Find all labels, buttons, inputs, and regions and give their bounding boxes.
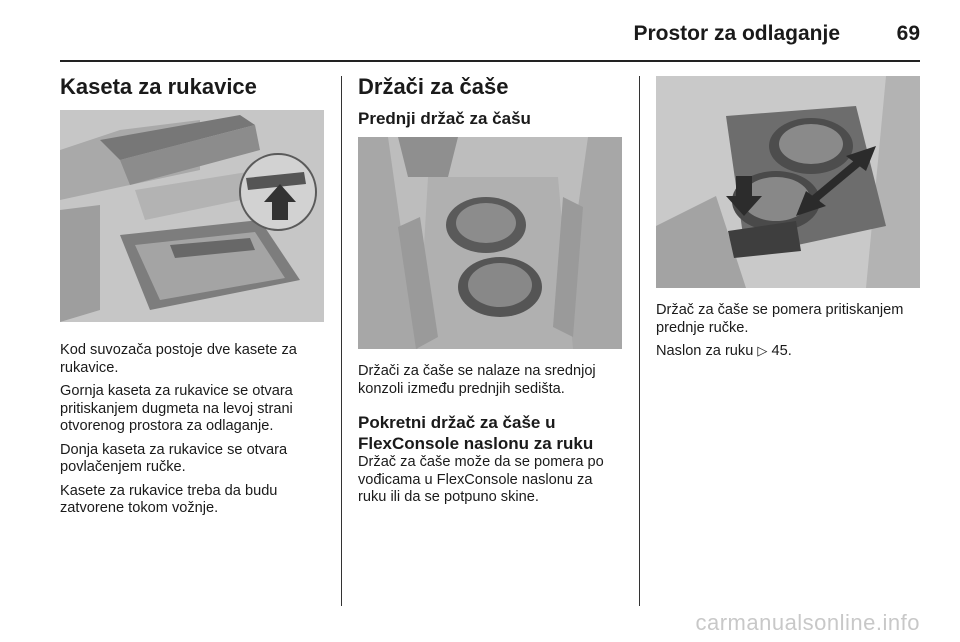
glovebox-paragraph-3: Donja kaseta za rukavice se otvara povlačenjem ručke. (60, 441, 288, 475)
glovebox-illustration (60, 110, 324, 322)
page-reference-arrow-icon: ▷ (757, 344, 768, 359)
running-title: Prostor za odlaganje (633, 22, 840, 45)
header-divider (60, 60, 920, 62)
glovebox-paragraph-2: Gornja kaseta za rukavice se otvara pritiskanjem dugmeta na levoj strani otvorenog prostora za odlaganje. (60, 383, 293, 434)
flexconsole-cupholder-paragraph: Držač za čaše može da se pomera po vođicama u FlexConsole naslonu za ruku ili da se potpuno skine. (358, 454, 604, 505)
armrest-reference-page[interactable]: 45. (771, 343, 792, 359)
column-divider-2 (639, 76, 640, 606)
page-header (60, 16, 920, 56)
armrest-reference (656, 343, 920, 361)
flexconsole-cupholder-illustration (656, 76, 920, 288)
cupholder-column (358, 72, 622, 513)
cupholder-continued-column (656, 76, 920, 367)
glovebox-paragraph-1: Kod suvozača postoje dve kasete za rukavice. (60, 342, 297, 376)
glovebox-paragraph-4: Kasete za rukavice treba da budu zatvorene tokom vožnje. (60, 482, 278, 516)
cupholder-heading: Držači za čaše (358, 74, 509, 99)
armrest-reference-text: Naslon za ruku (656, 343, 754, 359)
front-cupholder-subheading: Prednji držač za čašu (358, 109, 531, 128)
front-cupholder-paragraph: Držači za čaše se nalaze na srednjoj konzoli između prednjih sedišta. (358, 363, 596, 397)
flexconsole-cupholder-subheading: Pokretni držač za čaše u FlexConsole naslonu za ruku (358, 413, 594, 453)
front-cupholder-illustration (358, 137, 622, 349)
glovebox-heading: Kaseta za rukavice (60, 74, 257, 99)
watermark: carmanualsonline.info (695, 610, 920, 635)
page-number: 69 (896, 22, 920, 45)
glovebox-column (60, 72, 324, 524)
column-divider-1 (341, 76, 342, 606)
move-cupholder-paragraph: Držač za čaše se pomera pritiskanjem prednje ručke. (656, 302, 904, 336)
